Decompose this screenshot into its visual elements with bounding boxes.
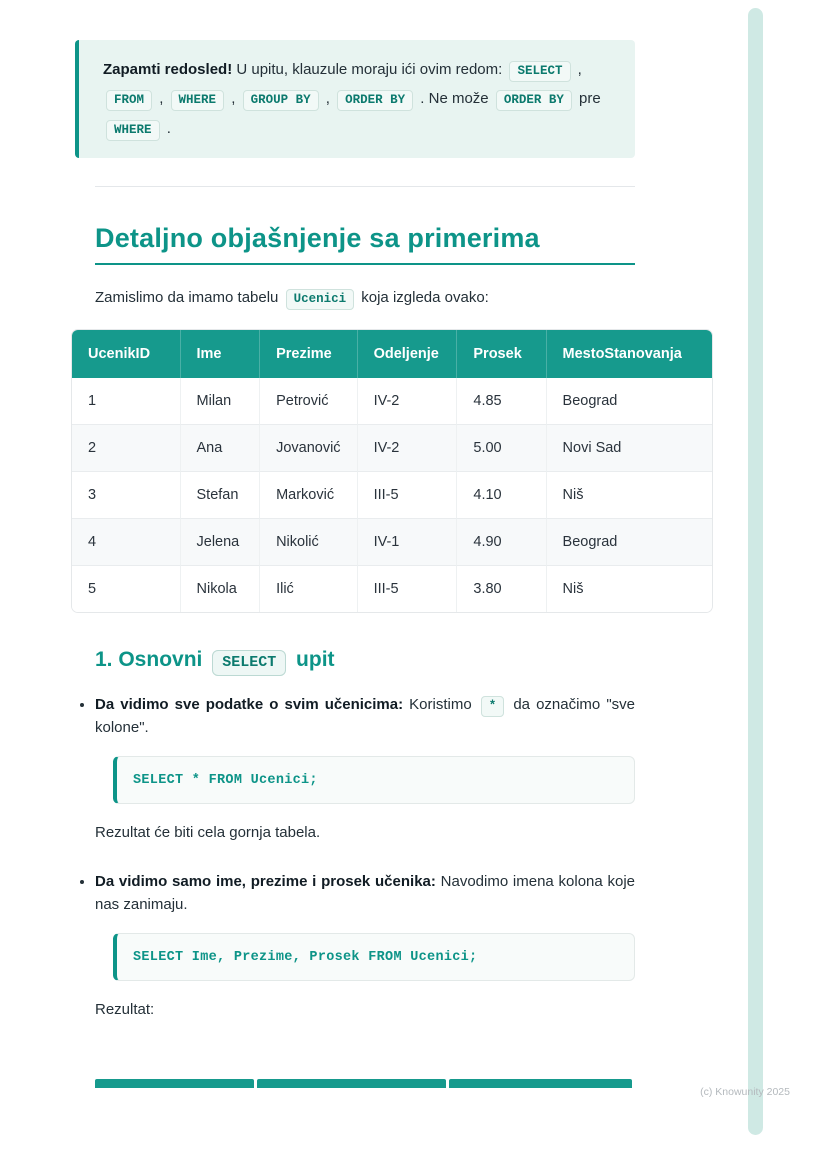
table-cell: Ana bbox=[181, 425, 261, 472]
list-item bbox=[95, 693, 635, 844]
callout-segment: pre bbox=[579, 90, 601, 108]
sql-keyword-chip: GROUP BY bbox=[243, 90, 319, 111]
table-cell: 3 bbox=[72, 472, 181, 519]
sql-keyword-chip: WHERE bbox=[106, 120, 160, 141]
callout-lead: Zapamti redosled! bbox=[103, 61, 233, 78]
sql-code-block bbox=[113, 756, 635, 804]
table-cell: Beograd bbox=[547, 519, 712, 566]
column-header: Ime bbox=[181, 330, 261, 378]
table-row bbox=[72, 519, 712, 566]
callout-segment: . Ne može bbox=[420, 90, 493, 108]
sql-keyword-chip: FROM bbox=[106, 90, 152, 111]
sql-code: SELECT * FROM Ucenici; bbox=[133, 772, 318, 788]
result-table-partial bbox=[95, 1079, 632, 1088]
callout-segment: , bbox=[325, 90, 330, 108]
table-cell: Niš bbox=[547, 472, 712, 519]
sql-code: SELECT Ime, Prezime, Prosek FROM Ucenici; bbox=[133, 949, 478, 965]
table-cell: Beograd bbox=[547, 378, 712, 425]
list-item-lead: Da vidimo sve podatke o svim učenicima: bbox=[95, 696, 404, 714]
list-item-segment: da označimo "sve kolone". bbox=[95, 696, 635, 737]
subsection-segment: upit bbox=[290, 647, 335, 671]
table-cell: Stefan bbox=[181, 472, 261, 519]
section-divider bbox=[95, 186, 635, 187]
subsection-title bbox=[95, 646, 635, 673]
list-item-segment: Navodimo imena kolona koje nas zanimaju. bbox=[95, 873, 635, 914]
table-cell: 4.85 bbox=[457, 378, 546, 425]
sql-keyword-chip: ORDER BY bbox=[496, 90, 572, 111]
watermark: (c) Knowunity 2025 bbox=[700, 1086, 790, 1098]
table-cell: Marković bbox=[260, 472, 357, 519]
subsection-segment: 1. Osnovni bbox=[95, 647, 209, 671]
table-row bbox=[72, 425, 712, 472]
table-cell: Novi Sad bbox=[547, 425, 712, 472]
students-table bbox=[72, 330, 712, 612]
note-callout bbox=[75, 40, 635, 158]
list-item-text bbox=[95, 693, 635, 740]
table-cell: IV-2 bbox=[358, 425, 458, 472]
callout-segment: . bbox=[166, 119, 171, 137]
table-row bbox=[72, 472, 712, 519]
table-cell: III-5 bbox=[358, 566, 458, 612]
intro-paragraph bbox=[95, 289, 635, 306]
table-body bbox=[72, 378, 712, 612]
table-cell: 3.80 bbox=[457, 566, 546, 612]
callout-segment: U upitu, klauzule moraju ići ovim redom: bbox=[232, 61, 507, 78]
table-row bbox=[72, 566, 712, 612]
sql-keyword-chip: SELECT bbox=[509, 61, 570, 82]
callout-segment: , bbox=[577, 61, 582, 78]
table-cell: Jovanović bbox=[260, 425, 357, 472]
table-row bbox=[72, 378, 712, 425]
sql-code-block bbox=[113, 933, 635, 981]
table-cell: 4 bbox=[72, 519, 181, 566]
result-table-header-partial bbox=[95, 1079, 254, 1088]
table-cell: Ilić bbox=[260, 566, 357, 612]
table-header-row bbox=[72, 330, 712, 378]
content-column bbox=[88, 40, 682, 1088]
table-cell: 1 bbox=[72, 378, 181, 425]
column-header: UcenikID bbox=[72, 330, 181, 378]
asterisk-chip: * bbox=[481, 696, 505, 717]
table-cell: 2 bbox=[72, 425, 181, 472]
list-item-lead: Da vidimo samo ime, prezime i prosek učenika: bbox=[95, 873, 436, 891]
sql-keyword-chip: WHERE bbox=[171, 90, 225, 111]
table-cell: Niš bbox=[547, 566, 712, 612]
table-cell: 4.10 bbox=[457, 472, 546, 519]
list-item bbox=[95, 870, 635, 1021]
column-header: MestoStanovanja bbox=[547, 330, 712, 378]
result-table-header-partial bbox=[257, 1079, 446, 1088]
result-text: Rezultat: bbox=[95, 1000, 155, 1018]
table-cell: Nikola bbox=[181, 566, 261, 612]
table-cell: Nikolić bbox=[260, 519, 357, 566]
table-head bbox=[72, 330, 712, 378]
callout-text bbox=[103, 55, 613, 143]
table-cell: Milan bbox=[181, 378, 261, 425]
table-cell: 4.90 bbox=[457, 519, 546, 566]
result-text: Rezultat će biti cela gornja tabela. bbox=[95, 823, 321, 841]
sql-keyword-chip: SELECT bbox=[212, 650, 286, 676]
column-header: Odeljenje bbox=[358, 330, 458, 378]
table-name-chip: Ucenici bbox=[286, 289, 355, 310]
list-item-segment: Koristimo bbox=[403, 696, 478, 714]
scrollbar-thumb[interactable] bbox=[748, 8, 763, 1135]
table-cell: Petrović bbox=[260, 378, 357, 425]
table-cell: IV-2 bbox=[358, 378, 458, 425]
column-header: Prosek bbox=[457, 330, 546, 378]
intro-segment: Zamislimo da imamo tabelu bbox=[95, 288, 283, 306]
table-cell: IV-1 bbox=[358, 519, 458, 566]
table-cell: III-5 bbox=[358, 472, 458, 519]
list-item-text bbox=[95, 870, 635, 917]
result-table-header-partial bbox=[449, 1079, 632, 1088]
table-cell: Jelena bbox=[181, 519, 261, 566]
intro-segment: koja izgleda ovako: bbox=[357, 288, 489, 306]
callout-segment: , bbox=[231, 90, 236, 108]
sql-keyword-chip: ORDER BY bbox=[337, 90, 413, 111]
callout-segment: , bbox=[159, 90, 164, 108]
section-title: Detaljno objašnjenje sa primerima bbox=[95, 223, 635, 265]
examples-list bbox=[76, 693, 635, 1021]
table-cell: 5 bbox=[72, 566, 181, 612]
column-header: Prezime bbox=[260, 330, 357, 378]
table-cell: 5.00 bbox=[457, 425, 546, 472]
